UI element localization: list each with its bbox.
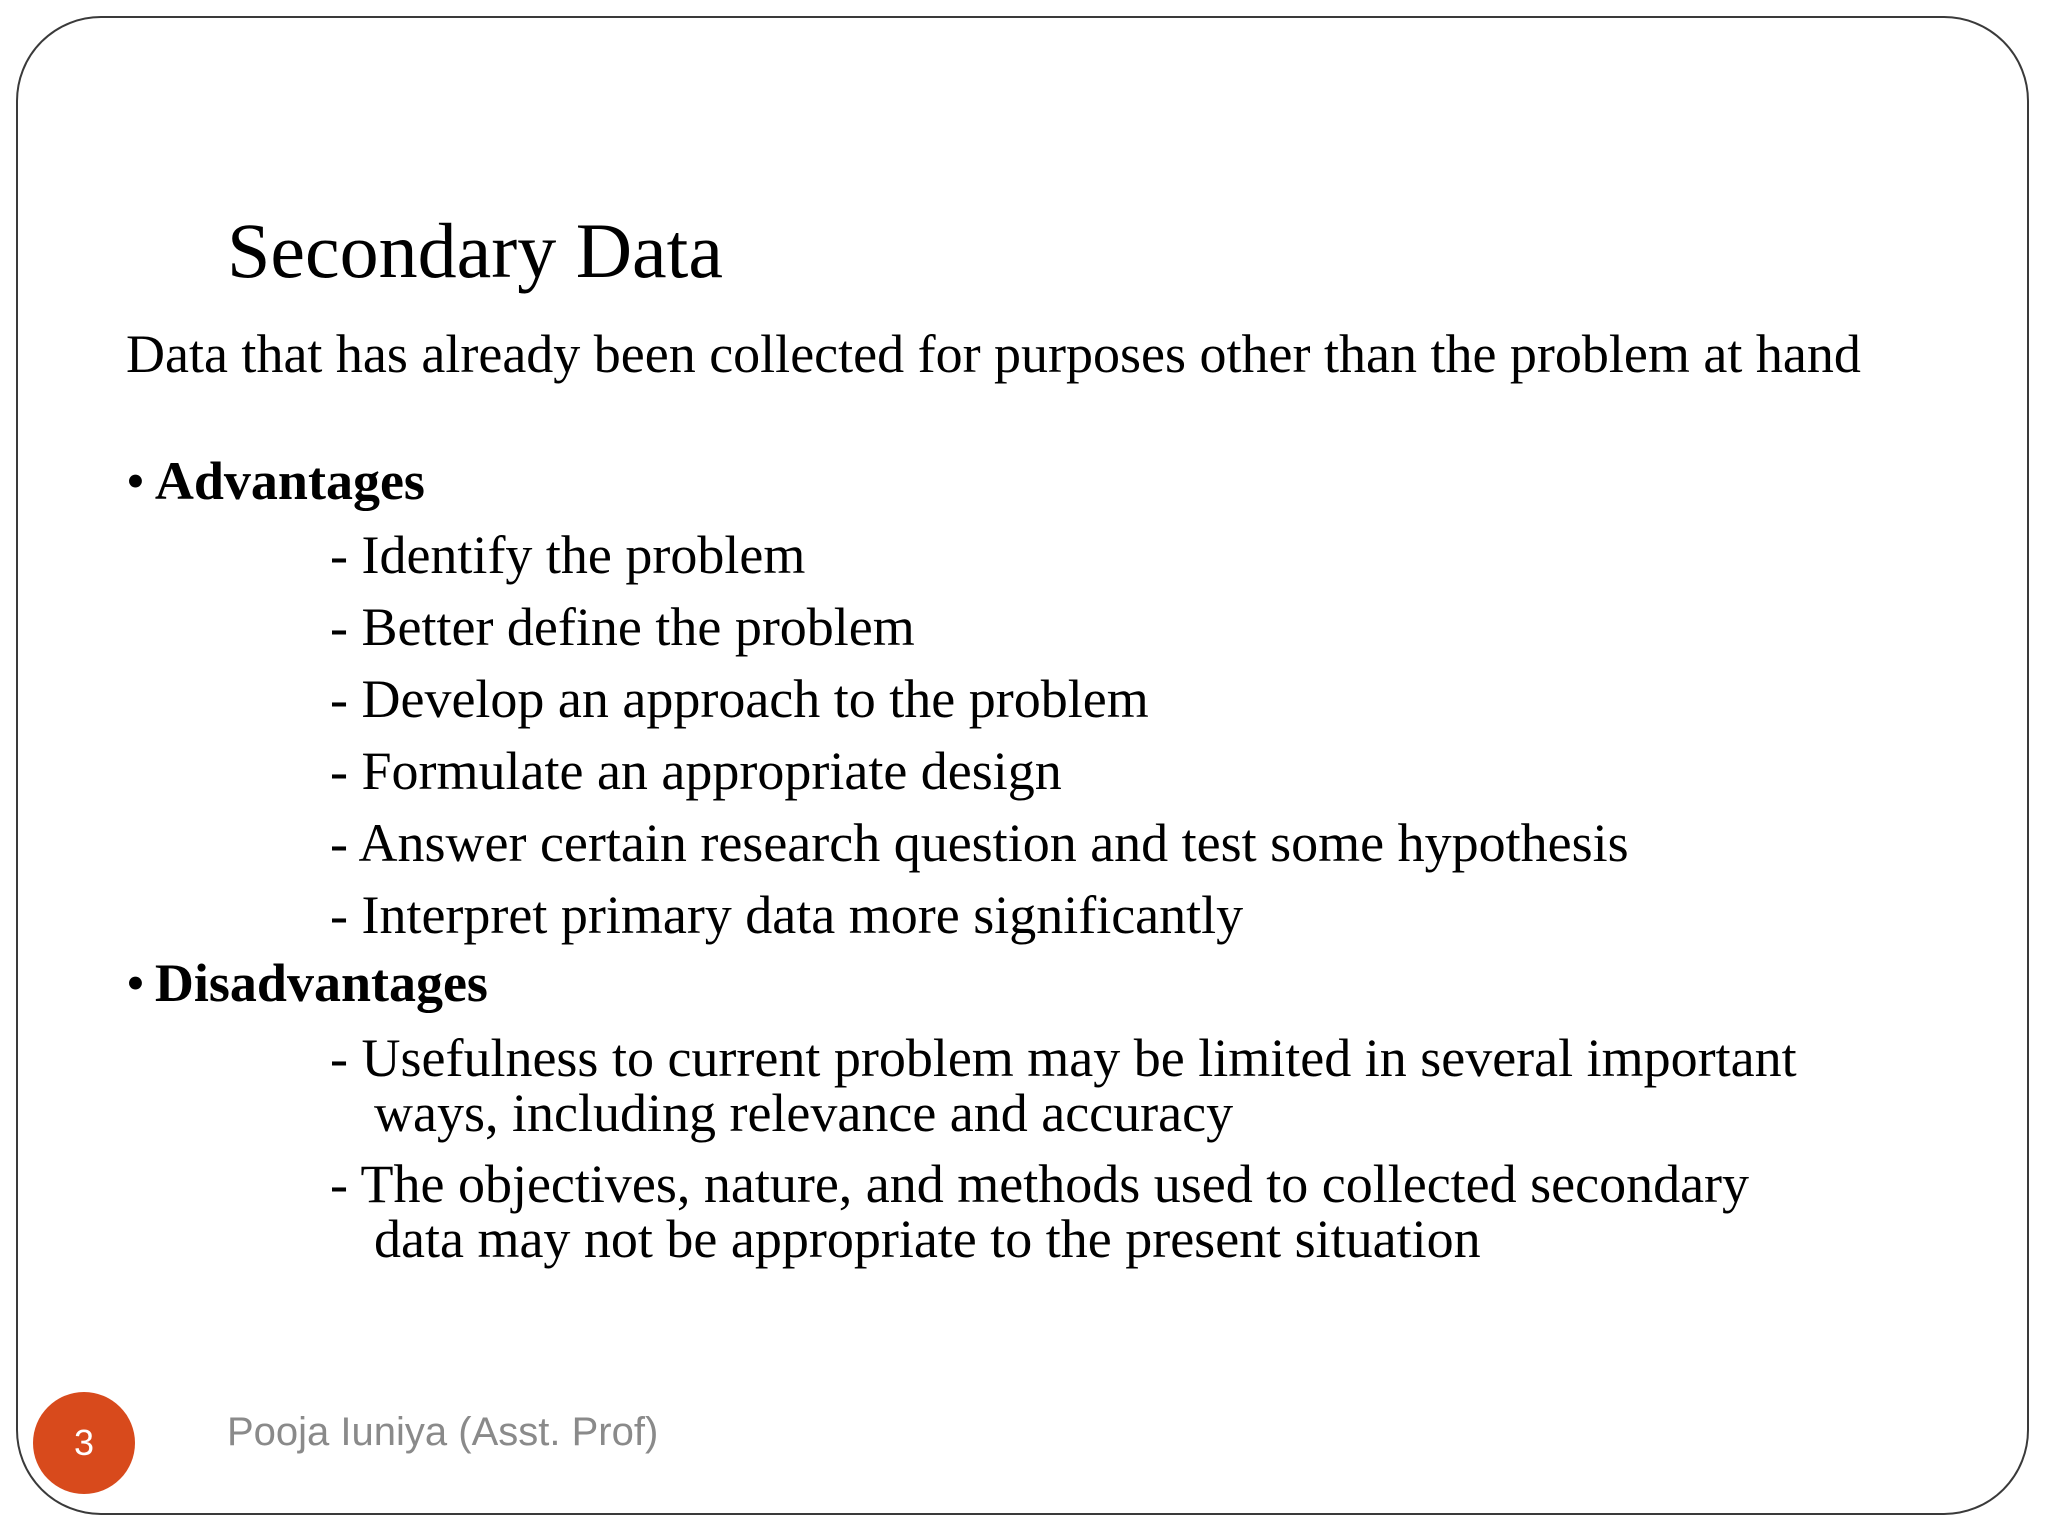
advantage-item-hypothesis: - Answer certain research question and test some hypothesis <box>330 813 1629 873</box>
slide-title: Secondary Data <box>227 207 723 294</box>
disadvantage-item-line: - The objectives, nature, and methods used to collected secondary <box>330 1154 1750 1214</box>
advantage-item-design: - Formulate an appropriate design <box>330 741 1062 801</box>
advantage-item-identify: - Identify the problem <box>330 525 806 585</box>
footer-author: Pooja Iuniya (Asst. Prof) <box>227 1410 659 1454</box>
disadvantage-item-usefulness <box>330 1028 1797 1143</box>
disadvantages-heading-label: Disadvantages <box>154 953 488 1013</box>
advantage-item-interpret: - Interpret primary data more significantly <box>330 885 1244 945</box>
page-number-badge: 3 <box>33 1392 135 1494</box>
advantage-item-approach: - Develop an approach to the problem <box>330 669 1149 729</box>
bullet-icon: • <box>126 953 145 1013</box>
disadvantage-item-continuation: data may not be appropriate to the present situation <box>374 1209 1481 1269</box>
definition-text: Data that has already been collected for purposes other than the problem at hand <box>126 324 1861 384</box>
disadvantage-item-objectives <box>330 1154 1750 1269</box>
disadvantages-heading <box>126 954 488 1013</box>
advantages-heading-label: Advantages <box>154 451 425 511</box>
disadvantage-item-line: - Usefulness to current problem may be limited in several important <box>330 1028 1797 1088</box>
disadvantage-item-continuation: ways, including relevance and accuracy <box>374 1083 1234 1143</box>
advantages-heading <box>126 452 425 511</box>
advantage-item-define: - Better define the problem <box>330 597 915 657</box>
bullet-icon: • <box>126 451 145 511</box>
